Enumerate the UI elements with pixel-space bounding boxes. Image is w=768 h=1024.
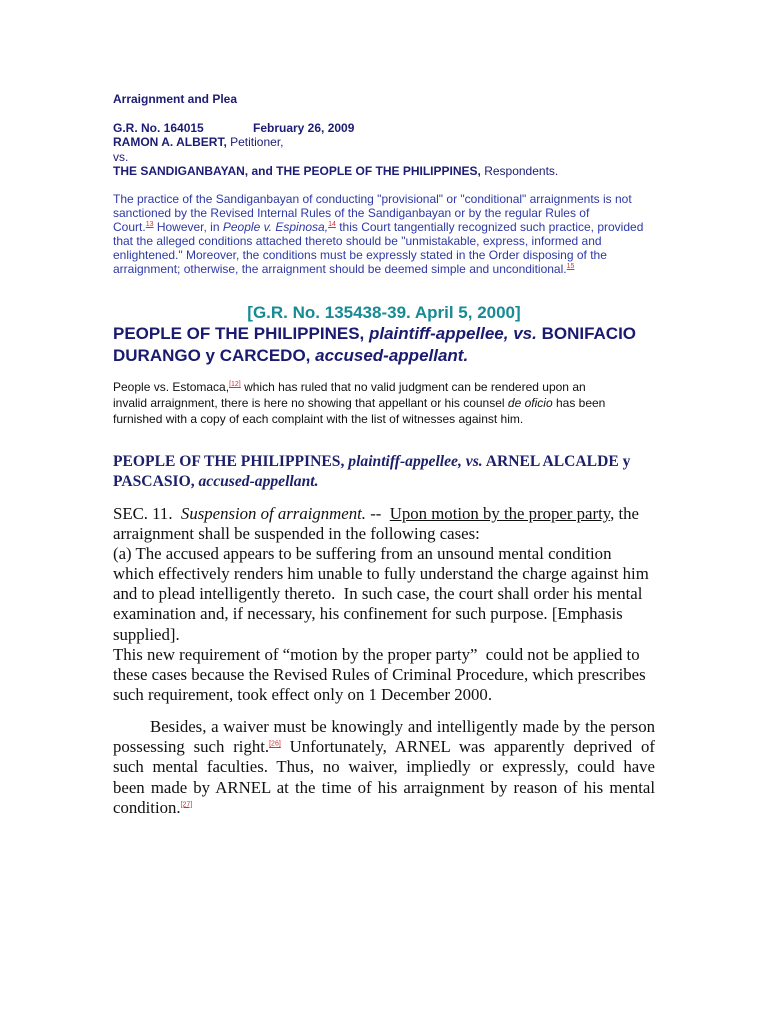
document-topic: Arraignment and Plea — [113, 92, 238, 106]
commentary-line: such requirement, took effect only on 1 December 2000. — [113, 684, 493, 704]
accused-role: accused-appellant. — [315, 346, 469, 365]
analysis-line — [113, 798, 655, 818]
body-line: furnished with a copy of each complaint with the list of witnesses against him. — [113, 412, 524, 426]
body-line — [113, 379, 658, 395]
durango-case-citation: [G.R. No. 135438-39. April 5, 2000] — [247, 303, 521, 322]
rule-line: supplied]. — [113, 624, 180, 644]
rule-text: , the — [610, 504, 639, 523]
rule-line: which effectively renders him unable to fully understand the charge against him — [113, 564, 649, 584]
accused-name: DURANGO y CARCEDO, — [113, 346, 311, 365]
analysis-text: Unfortunately, ARNEL was apparently deprived of — [289, 737, 655, 757]
summary-line: The practice of the Sandiganbayan of conducting "provisional" or "conditional" arraignments is not — [113, 192, 632, 206]
footnote-ref-15[interactable]: 15 — [566, 263, 575, 270]
summary-line — [113, 262, 658, 276]
section-number: SEC. 11. — [113, 504, 173, 523]
rule-excerpt — [113, 504, 658, 705]
respondents-line — [113, 164, 658, 178]
case-number: G.R. No. 164015 — [113, 121, 204, 135]
rule-line: arraignment shall be suspended in the following cases: — [113, 524, 480, 544]
summary-text: this Court tangentially recognized such practice, provided — [339, 220, 644, 234]
accused-role: accused-appellant. — [198, 473, 319, 490]
summary-line: that the alleged conditions attached thereto should be "unmistakable, express, informed and — [113, 234, 602, 248]
respondents-name: THE SANDIGANBAYAN, and THE PEOPLE OF THE PHILIPPINES, — [113, 164, 481, 179]
rule-line — [113, 504, 658, 524]
alcalde-case-title — [113, 452, 658, 492]
body-text: has been — [555, 396, 606, 410]
summary-line — [113, 220, 658, 234]
summary-text: However, in — [156, 220, 220, 234]
summary-line: sanctioned by the Revised Internal Rules of the Sandiganbayan or by the regular Rules of — [113, 206, 590, 220]
versus-line: vs. — [113, 149, 129, 164]
analysis-line: Besides, a waiver must be knowingly and intelligently made by the person — [150, 717, 655, 736]
respondents-role: Respondents. — [484, 164, 559, 179]
rule-line: and to plead intelligently thereto. In such case, the court shall order his mental — [113, 584, 643, 604]
summary-line: enlightened." Moreover, the conditions must be expressly stated in the Order disposing of the — [113, 248, 607, 262]
footnote-ref-12[interactable]: [12] — [229, 381, 241, 388]
cited-case: People v. Espinosa, — [222, 220, 329, 234]
case-title-line — [113, 345, 658, 367]
petitioner-role: Petitioner, — [230, 135, 284, 150]
albert-summary-paragraph — [113, 192, 658, 276]
rule-line: examination and, if necessary, his confinement for such purpose. [Emphasis — [113, 604, 623, 624]
plaintiff-name: PEOPLE OF THE PHILIPPINES, — [113, 453, 345, 470]
case-title-line — [113, 472, 658, 492]
durango-body-paragraph — [113, 379, 658, 427]
accused-name: PASCASIO, — [113, 473, 195, 490]
petitioner-line — [113, 135, 658, 149]
body-text: invalid arraignment, there is here no showing that appellant or his counsel — [113, 396, 505, 410]
commentary-line: This new requirement of “motion by the proper party” could not be applied to — [113, 644, 640, 664]
case-number-line — [113, 121, 658, 135]
case-title-line — [113, 323, 658, 345]
accused-name: ARNEL ALCALDE y — [485, 453, 631, 470]
plaintiff-name: PEOPLE OF THE PHILIPPINES, — [113, 324, 365, 343]
analysis-line — [113, 737, 655, 757]
latin-term: de oficio — [507, 396, 553, 410]
accused-name: BONIFACIO — [541, 324, 637, 343]
plaintiff-role: plaintiff-appellee, vs. — [369, 324, 537, 343]
decision-date: February 26, 2009 — [253, 121, 355, 135]
summary-text: Court. — [113, 220, 146, 234]
footnote-ref-14[interactable]: 14 — [328, 221, 336, 228]
analysis-line: been made by ARNEL at the time of his arraignment by reason of his mental — [113, 777, 655, 797]
section-dash: -- — [370, 504, 382, 523]
case-title-line — [113, 452, 658, 472]
footnote-ref-13[interactable]: 13 — [145, 221, 154, 228]
durango-case-title — [113, 323, 658, 367]
analysis-paragraph — [113, 717, 655, 818]
analysis-text: possessing such right. — [113, 737, 270, 757]
petitioner-name: RAMON A. ALBERT, — [113, 135, 227, 150]
commentary-line: these cases because the Revised Rules of Criminal Procedure, which prescribes — [113, 664, 646, 684]
analysis-text: condition. — [113, 797, 181, 817]
albert-case-caption — [113, 121, 658, 179]
emphasized-phrase: Upon motion by the proper party — [389, 504, 611, 523]
cited-case: People vs. Estomaca, — [113, 380, 230, 394]
section-title: Suspension of arraignment. — [180, 504, 366, 523]
footnote-ref-27[interactable]: [27] — [180, 801, 193, 809]
rule-line: (a) The accused appears to be suffering from an unsound mental condition — [113, 544, 612, 564]
analysis-line: such mental faculties. Thus, no waiver, impliedly or expressly, could have — [113, 757, 655, 777]
footnote-ref-26[interactable]: [26] — [269, 740, 281, 748]
body-line — [113, 395, 658, 411]
summary-text: arraignment; otherwise, the arraignment should be deemed simple and unconditional. — [113, 262, 567, 276]
body-text: which has ruled that no valid judgment can be rendered upon an — [244, 380, 586, 394]
plaintiff-role: plaintiff-appellee, vs. — [348, 453, 483, 470]
